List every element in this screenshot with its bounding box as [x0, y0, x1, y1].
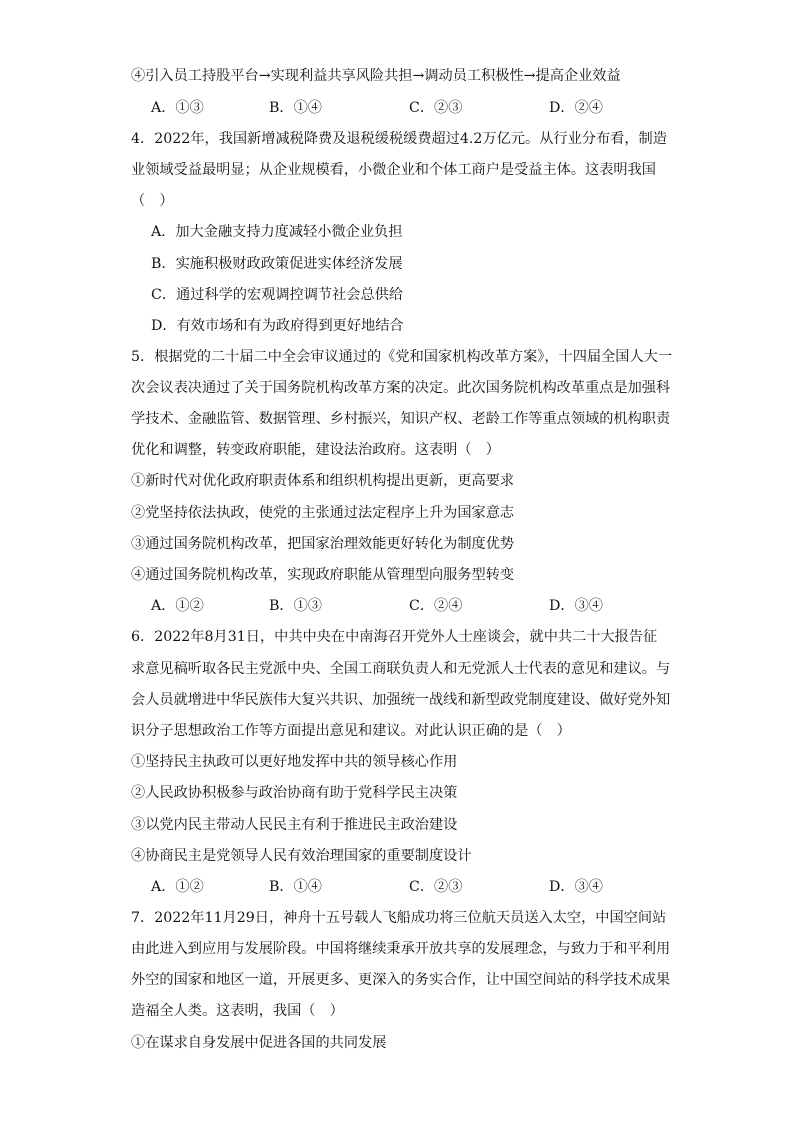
q5-option-a: A．①②: [151, 598, 204, 614]
q7-stem-line-3: 外空的国家和地区一道，开展更多、更深入的务实合作，让中国空间站的科学技术成果: [131, 972, 671, 988]
q6-option-a: A．①②: [151, 879, 204, 895]
q5-item-4: ④通过国务院机构改革，实现政府职能从管理型向服务型转变: [131, 567, 515, 583]
q6-item-1: ①坚持民主执政可以更好地发挥中共的领导核心作用: [131, 754, 458, 770]
q5-option-b: B．①③: [269, 598, 322, 614]
q6-stem-line-4: 识分子思想政治工作等方面提出意见和建议。对此认识正确的是（ ）: [131, 723, 571, 739]
q6-stem-line-2: 求意见稿听取各民主党派中央、全国工商联负责人和无党派人士代表的意见和建议。与: [131, 661, 671, 677]
q4-stem-line-3: （ ）: [131, 193, 174, 209]
q3-option-d: D．②④: [549, 100, 603, 116]
q5-item-1: ①新时代对优化政府职责体系和组织机构提出更新，更高要求: [131, 473, 515, 489]
q7-item-1: ①在谋求自身发展中促进各国的共同发展: [131, 1035, 387, 1051]
q5-option-d: D．③④: [549, 598, 603, 614]
q5-options: [151, 596, 671, 616]
q6-item-4: ④协商民主是党领导人民有效治理国家的重要制度设计: [131, 848, 472, 864]
q6-option-b: B．①④: [269, 879, 322, 895]
q3-item-4: ④引入员工持股平台→实现利益共享风险共担→调动员工积极性→提高企业效益: [131, 68, 621, 84]
q5-stem-line-2: 次会议表决通过了关于国务院机构改革方案的决定。此次国务院机构改革重点是加强科: [131, 380, 671, 396]
q6-item-3: ③以党内民主带动人民民主有利于推进民主政治建设: [131, 817, 458, 833]
q6-stem-line-3: 会人员就增进中华民族伟大复兴共识、加强统一战线和新型政党制度建设、做好党外知: [131, 692, 671, 708]
q6-option-c: C．②③: [409, 879, 463, 895]
q5-stem-line-1: 5．根据党的二十届二中全会审议通过的《党和国家机构改革方案》，十四届全国人大一: [131, 349, 673, 365]
q5-option-c: C．②④: [409, 598, 463, 614]
q4-choice-c: C．通过科学的宏观调控调节社会总供给: [151, 287, 404, 303]
q5-item-3: ③通过国务院机构改革，把国家治理效能更好转化为制度优势: [131, 536, 515, 552]
q5-item-2: ②党坚持依法执政，使党的主张通过法定程序上升为国家意志: [131, 505, 515, 521]
q6-item-2: ②人民政协积极参与政治协商有助于党科学民主决策: [131, 785, 458, 801]
q4-choice-a: A．加大金融支持力度减轻小微企业负担: [151, 224, 403, 240]
q5-stem-line-3: 学技术、金融监管、数据管理、乡村振兴，知识产权、老龄工作等重点领域的机构职责: [131, 411, 671, 427]
q6-options: [151, 877, 671, 897]
q5-stem-line-4: 优化和调整，转变政府职能，建设法治政府。这表明（ ）: [131, 442, 500, 458]
q6-option-d: D．③④: [549, 879, 603, 895]
q4-stem-line-1: 4．2022年，我国新增减税降费及退税缓税缓费超过4.2万亿元。从行业分布看，制造: [131, 131, 667, 147]
q4-choice-b: B．实施积极财政政策促进实体经济发展: [151, 256, 403, 272]
q3-option-c: C．②③: [409, 100, 463, 116]
q4-choice-d: D．有效市场和有为政府得到更好地结合: [151, 318, 404, 334]
q4-stem-line-2: 业领域受益最明显；从企业规模看，小微企业和个体工商户是受益主体。这表明我国: [131, 162, 656, 178]
q3-options: [151, 98, 671, 118]
q6-stem-line-1: 6．2022年8月31日，中共中央在中南海召开党外人士座谈会，就中共二十大报告征: [131, 629, 658, 645]
q3-option-a: A．①③: [151, 100, 204, 116]
q7-stem-line-1: 7．2022年11月29日，神舟十五号载人飞船成功将三位航天员送入太空，中国空间站: [131, 910, 667, 926]
q7-stem-line-2: 由此进入到应用与发展阶段。中国将继续秉承开放共享的发展理念，与致力于和平利用: [131, 941, 671, 957]
q7-stem-line-4: 造福全人类。这表明，我国（ ）: [131, 1003, 344, 1019]
q3-option-b: B．①④: [269, 100, 322, 116]
